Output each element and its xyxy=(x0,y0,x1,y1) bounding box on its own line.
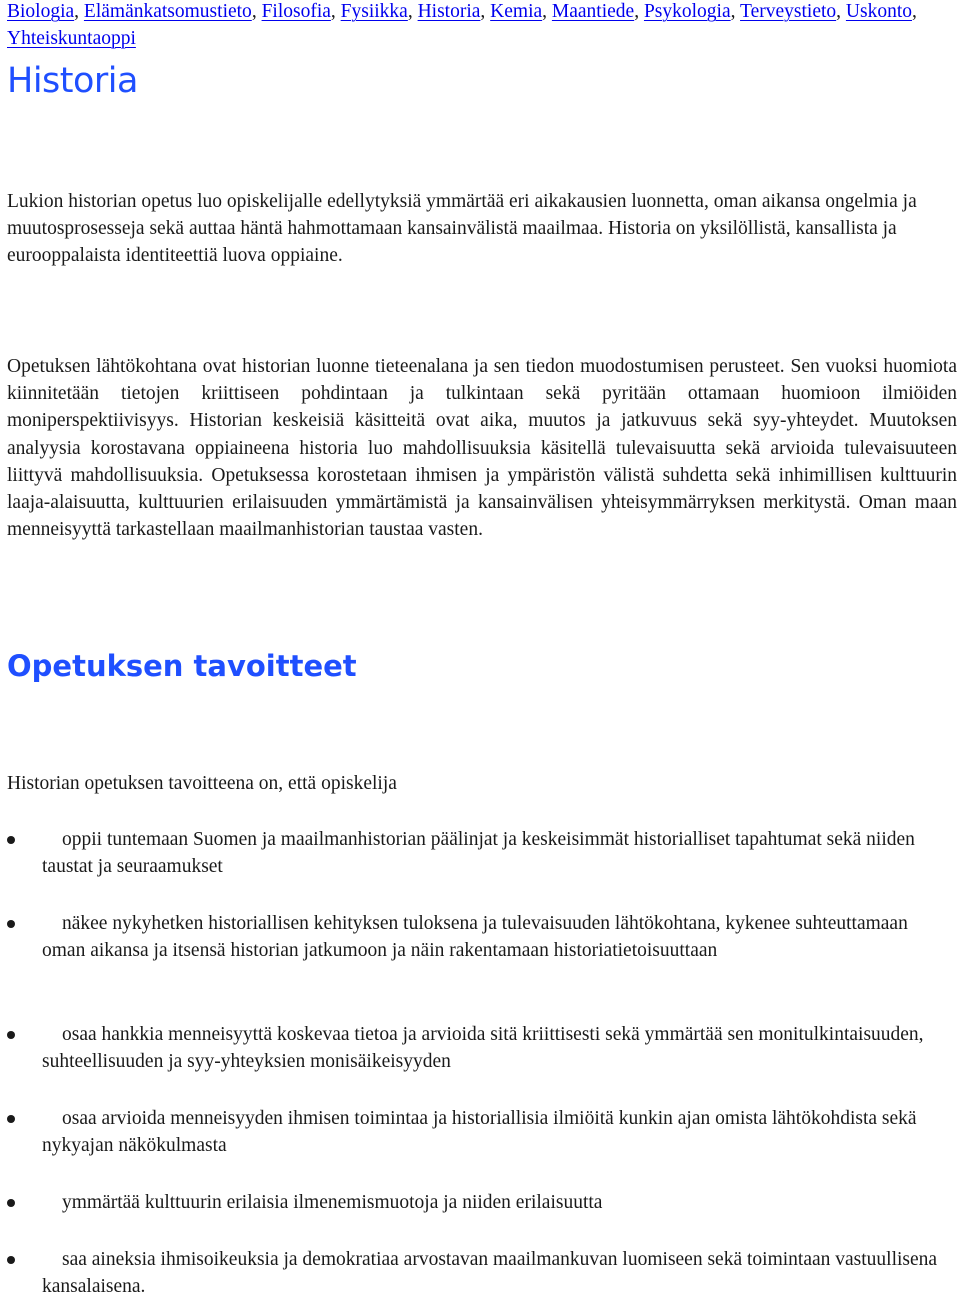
basis-paragraph: Opetuksen lähtökohtana ovat historian luonne tieteenalana ja sen tiedon muodostumisen perusteet. Sen vuoksi huomiota kiinnitetään tietojen kriittiseen pohdintaan ja tulkintaan sekä pyritään ottamaan huomioon ilmiöiden moniperspektiivisyys. Historian keskeisiä käsitteitä ovat aika, muutos ja jatkuvuus sekä syy-yhteydet. Muutoksen analyysia korostavana oppiaineena historia luo mahdollisuuksia käsitellä tulevaisuutta sekä arvioida tulevaisuuteen liittyvä mahdollisuuksia. Opetuksessa korostetaan ihmisen ja ympäristön välistä suhdetta sekä inhimillisen kulttuurin laaja-alaisuutta, kulttuurien erilaisuuden ymmärtämistä ja kansainvälisen yhteisymmärryksen merkitystä. Oman maan menneisyyttä tarkastellaan maailmanhistorian taustaa vasten. xyxy=(7,356,957,541)
list-item-text: osaa hankkia menneisyyttä koskevaa tietoa ja arvioida sitä kriittisesti sekä ymmärtää sen monitulkintaisuuden, suhteellisuuden ja syy-yhteyksien monisäikeisyyden xyxy=(42,1024,924,1073)
list-item-text: osaa arvioida menneisyyden ihmisen toimintaa ja historiallisia ilmiöitä kunkin ajan omista lähtökohdista sekä nykyajan näkökulmasta xyxy=(42,1108,917,1157)
list-item-text: saa aineksia ihmisoikeuksia ja demokratiaa arvostavan maailmankuvan luomiseen sekä toimintaan vastuullisena kansalaisena. xyxy=(42,1249,938,1298)
bullet-icon xyxy=(7,836,15,844)
nav-link-historia[interactable]: Historia xyxy=(417,1,481,22)
nav-link-yhteiskuntaoppi[interactable]: Yhteiskuntaoppi xyxy=(7,28,136,49)
goals-heading: Opetuksen tavoitteet xyxy=(7,649,357,683)
bullet-icon xyxy=(7,1199,15,1207)
list-item-text: ymmärtää kulttuurin erilaisia ilmenemismuotoja ja niiden erilaisuutta xyxy=(62,1192,603,1213)
nav-link-biologia[interactable]: Biologia xyxy=(7,1,75,22)
subject-nav: Biologia, Elämänkatsomustieto, Filosofia, Fysiikka, Historia, Kemia, Maantiede, Psykologia, Terveystieto, Uskonto, Yhteiskuntaoppi xyxy=(7,1,917,49)
bullet-icon xyxy=(7,1256,15,1264)
list-item-text: näkee nykyhetken historiallisen kehityksen tuloksena ja tulevaisuuden lähtökohtana, kykenee suhteuttamaan oman aikansa ja itsensä historian jatkumoon ja näin rakentamaan historiatietoisuuttaan xyxy=(42,913,908,962)
nav-link-elamankatsomustieto[interactable]: Elämänkatsomustieto xyxy=(83,1,252,22)
nav-link-maantiede[interactable]: Maantiede xyxy=(551,1,635,22)
nav-link-filosofia[interactable]: Filosofia xyxy=(261,1,331,22)
page-title: Historia xyxy=(7,61,138,101)
nav-link-kemia[interactable]: Kemia xyxy=(490,1,543,22)
bullet-icon xyxy=(7,920,15,928)
goals-lead: Historian opetuksen tavoitteena on, että opiskelija xyxy=(7,773,397,794)
bullet-icon xyxy=(7,1115,15,1123)
bullet-icon xyxy=(7,1031,15,1039)
nav-link-psykologia[interactable]: Psykologia xyxy=(643,1,731,22)
nav-link-uskonto[interactable]: Uskonto xyxy=(845,1,912,22)
intro-paragraph: Lukion historian opetus luo opiskelijalle edellytyksiä ymmärtää eri aikakausien luonnetta, oman aikansa ongelmia ja muutosprosesseja sekä auttaa häntä hahmottamaan kansainvälistä maailmaa. Historia on yksilöllistä, kansallista ja eurooppalaista identiteettiä luova oppiaine. xyxy=(7,191,917,267)
nav-link-fysiikka[interactable]: Fysiikka xyxy=(340,1,408,22)
nav-link-terveystieto[interactable]: Terveystieto xyxy=(740,1,837,22)
list-item-text: oppii tuntemaan Suomen ja maailmanhistorian päälinjat ja keskeisimmät historialliset tapahtumat sekä niiden taustat ja seuraamukset xyxy=(42,829,915,878)
